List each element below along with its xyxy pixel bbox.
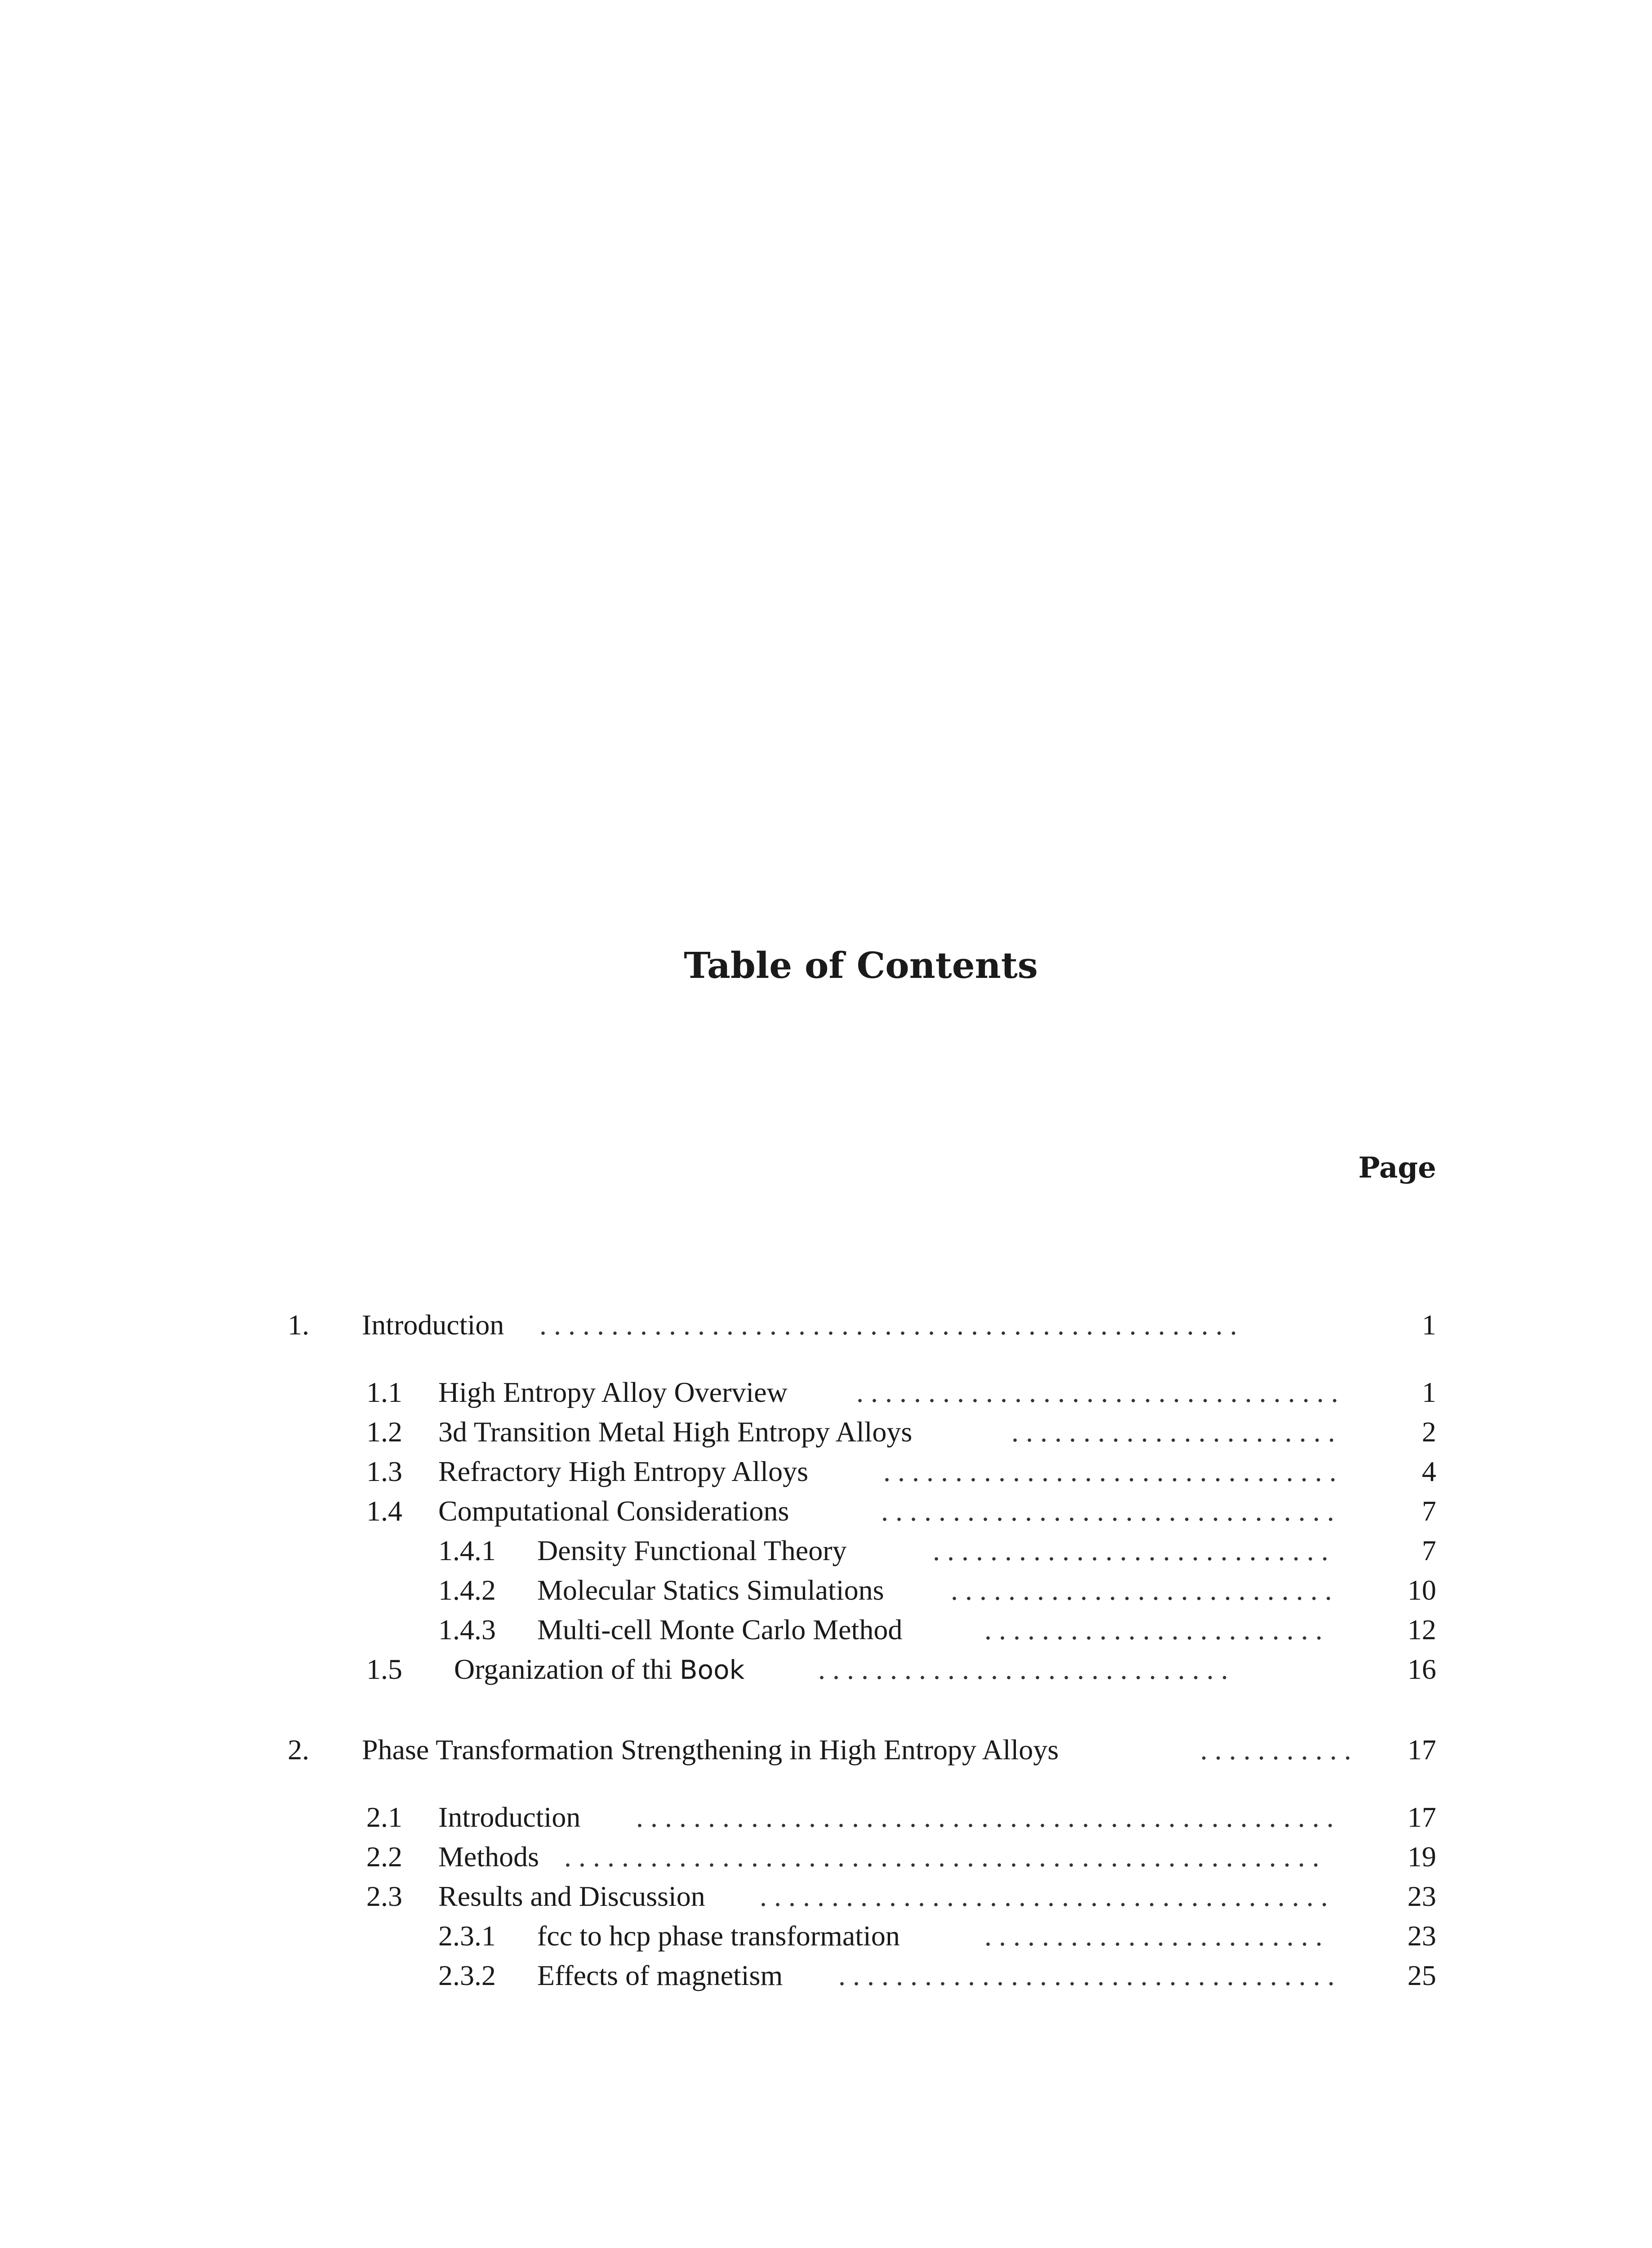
page-number: 12 bbox=[1407, 1614, 1436, 1646]
page-title: Table of Contents bbox=[684, 944, 1038, 986]
page-number: 23 bbox=[1407, 1920, 1436, 1952]
toc-subsection-2-3-2[interactable] bbox=[0, 1957, 1652, 1994]
dot-leader: . . . . . . . . . . . . . . . . . . . . . . . . . . . . . . . . bbox=[881, 1495, 1334, 1527]
page-number: 2 bbox=[1422, 1416, 1436, 1448]
toc-section-1-1[interactable] bbox=[0, 1374, 1652, 1411]
dot-leader: . . . . . . . . . . . . . . . . . . . . . . . . . . . . . . . . . . . . . . . . . . . . . . . . . . . . . bbox=[564, 1841, 1319, 1873]
page-number: 7 bbox=[1422, 1534, 1436, 1566]
subsection-number: 2.3.2 bbox=[438, 1959, 496, 1991]
toc-section-2-2[interactable] bbox=[0, 1838, 1652, 1876]
toc-section-1-2[interactable] bbox=[0, 1413, 1652, 1451]
page-number: 16 bbox=[1407, 1653, 1436, 1685]
toc-section-2-3[interactable] bbox=[0, 1878, 1652, 1915]
section-title: 3d Transition Metal High Entropy Alloys bbox=[438, 1416, 913, 1448]
page-column-header: Page bbox=[1358, 1151, 1436, 1185]
dot-leader: . . . . . . . . . . . . . . . . . . . . . . . bbox=[1011, 1416, 1335, 1448]
subsection-title: Density Functional Theory bbox=[537, 1534, 847, 1566]
section-number: 2.1 bbox=[366, 1801, 402, 1833]
page-number: 4 bbox=[1422, 1455, 1436, 1487]
toc-subsection-1-4-2[interactable] bbox=[0, 1571, 1652, 1609]
toc-subsection-1-4-1[interactable] bbox=[0, 1532, 1652, 1570]
dot-leader: . . . . . . . . . . . . . . . . . . . . . . . . bbox=[984, 1920, 1322, 1952]
page-number: 10 bbox=[1407, 1574, 1436, 1606]
subsection-title: Molecular Statics Simulations bbox=[537, 1574, 884, 1606]
section-title: Refractory High Entropy Alloys bbox=[438, 1455, 808, 1487]
section-title bbox=[454, 1650, 744, 1689]
toc-section-1-4[interactable] bbox=[0, 1492, 1652, 1530]
section-title-suffix: Book bbox=[679, 1655, 745, 1685]
subsection-number: 1.4.3 bbox=[438, 1614, 496, 1646]
chapter-title: Introduction bbox=[362, 1309, 504, 1341]
toc-section-2-1[interactable] bbox=[0, 1798, 1652, 1836]
chapter-title: Phase Transformation Strengthening in High Entropy Alloys bbox=[362, 1734, 1059, 1766]
section-title: Results and Discussion bbox=[438, 1880, 705, 1912]
subsection-title: Multi-cell Monte Carlo Method bbox=[537, 1614, 903, 1646]
dot-leader: . . . . . . . . . . . bbox=[1200, 1734, 1351, 1766]
section-number: 1.2 bbox=[366, 1416, 402, 1448]
page-number: 19 bbox=[1407, 1841, 1436, 1873]
section-title: High Entropy Alloy Overview bbox=[438, 1376, 788, 1408]
page-number: 1 bbox=[1422, 1376, 1436, 1408]
page-number: 7 bbox=[1422, 1495, 1436, 1527]
page-number: 1 bbox=[1422, 1309, 1436, 1341]
dot-leader: . . . . . . . . . . . . . . . . . . . . . . . . . . . bbox=[951, 1574, 1332, 1606]
subsection-number: 1.4.2 bbox=[438, 1574, 496, 1606]
page-number: 25 bbox=[1407, 1959, 1436, 1991]
section-number: 2.2 bbox=[366, 1841, 402, 1873]
chapter-number: 1. bbox=[288, 1309, 309, 1341]
subsection-number: 2.3.1 bbox=[438, 1920, 496, 1952]
dot-leader: . . . . . . . . . . . . . . . . . . . . . . . . . . . . . . . . . . . bbox=[838, 1959, 1335, 1991]
dot-leader: . . . . . . . . . . . . . . . . . . . . . . . . . . . . . . . . . . . . . . . . bbox=[760, 1880, 1328, 1912]
dot-leader: . . . . . . . . . . . . . . . . . . . . . . . . . . . . . . . . . . . . . . . . . . . . . . . . . bbox=[539, 1309, 1237, 1341]
subsection-title: Effects of magnetism bbox=[537, 1959, 783, 1991]
section-number: 1.1 bbox=[366, 1376, 402, 1408]
section-number: 1.4 bbox=[366, 1495, 402, 1527]
toc-section-1-3[interactable] bbox=[0, 1453, 1652, 1490]
section-number: 2.3 bbox=[366, 1880, 402, 1912]
dot-leader: . . . . . . . . . . . . . . . . . . . . . . . . . . . . . . . . . . . . . . . . . . . . . . . . . bbox=[636, 1801, 1334, 1833]
toc-section-1-5[interactable] bbox=[0, 1650, 1652, 1688]
dot-leader: . . . . . . . . . . . . . . . . . . . . . . . . . . . . bbox=[933, 1534, 1328, 1566]
section-title-text: Organization of thi bbox=[454, 1653, 672, 1685]
subsection-number: 1.4.1 bbox=[438, 1534, 496, 1566]
section-number: 1.3 bbox=[366, 1455, 402, 1487]
section-title: Introduction bbox=[438, 1801, 581, 1833]
section-number: 1.5 bbox=[366, 1653, 402, 1685]
toc-chapter-2[interactable] bbox=[0, 1731, 1652, 1769]
section-title: Methods bbox=[438, 1841, 539, 1873]
dot-leader: . . . . . . . . . . . . . . . . . . . . . . . . . . . . . . . . . . bbox=[856, 1376, 1338, 1408]
toc-subsection-2-3-1[interactable] bbox=[0, 1917, 1652, 1955]
toc-subsection-1-4-3[interactable] bbox=[0, 1611, 1652, 1649]
page-number: 17 bbox=[1407, 1801, 1436, 1833]
dot-leader: . . . . . . . . . . . . . . . . . . . . . . . . . . . . . bbox=[818, 1653, 1228, 1685]
chapter-number: 2. bbox=[288, 1734, 309, 1766]
dot-leader: . . . . . . . . . . . . . . . . . . . . . . . . bbox=[984, 1614, 1322, 1646]
toc-chapter-1[interactable] bbox=[0, 1306, 1652, 1344]
subsection-title: fcc to hcp phase transformation bbox=[537, 1920, 900, 1952]
section-title: Computational Considerations bbox=[438, 1495, 789, 1527]
dot-leader: . . . . . . . . . . . . . . . . . . . . . . . . . . . . . . . . bbox=[883, 1455, 1336, 1487]
page-number: 23 bbox=[1407, 1880, 1436, 1912]
page-number: 17 bbox=[1407, 1734, 1436, 1766]
